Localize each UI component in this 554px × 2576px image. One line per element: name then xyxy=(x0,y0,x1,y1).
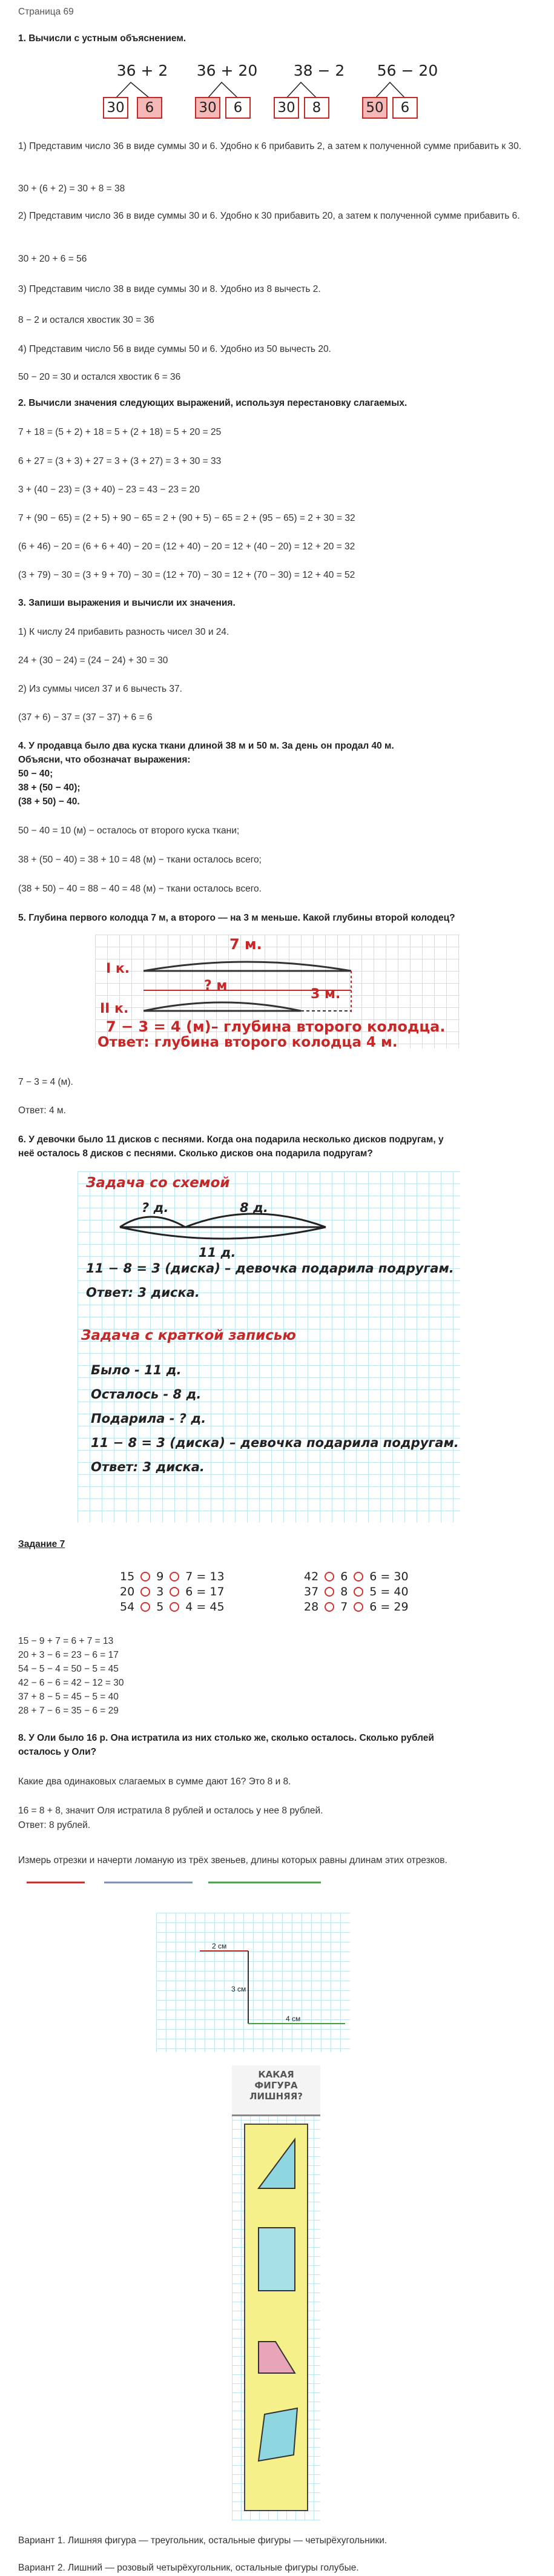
disks-scheme xyxy=(77,1171,460,1268)
text-line: Вариант 2. Лишний — розовый четырёхугольник, остальные фигуры голубые. xyxy=(18,2563,359,2573)
num: 8 xyxy=(340,1585,348,1598)
num: 28 xyxy=(304,1600,319,1614)
scheme-label: ? д. xyxy=(142,1200,169,1215)
task1-heading: 1. Вычисли с устным объяснением. xyxy=(18,33,186,44)
task4-heading: 50 − 40; xyxy=(18,769,53,779)
num: 6 xyxy=(340,1570,348,1583)
poster-line: ЛИШНЯЯ? xyxy=(249,2091,303,2102)
sign-circle[interactable] xyxy=(354,1602,363,1612)
text-line: 30 + 20 + 6 = 56 xyxy=(18,254,87,264)
poster-title xyxy=(232,2065,320,2116)
num: 37 xyxy=(304,1585,319,1598)
num: 54 xyxy=(120,1600,135,1614)
equation-row xyxy=(304,1585,409,1598)
part-box: 6 xyxy=(137,97,162,119)
expr: 38 − 2 xyxy=(293,62,345,79)
length-label: ? м xyxy=(204,978,228,993)
short-line: Ответ: 3 диска. xyxy=(91,1460,205,1474)
short-line: Осталось - 8 д. xyxy=(91,1387,202,1402)
num: 3 xyxy=(156,1585,164,1598)
task3-heading: 3. Запиши выражения и вычисли их значения. xyxy=(18,598,236,608)
expr: 36 + 2 xyxy=(116,62,168,79)
polyline-grid xyxy=(156,1913,350,2052)
equation-row xyxy=(120,1570,225,1583)
task4-heading: (38 + 50) − 40. xyxy=(18,796,80,807)
text-line: (38 + 50) − 40 = 88 − 40 = 48 (м) − ткани осталось всего. xyxy=(18,884,262,894)
num: 20 xyxy=(120,1585,135,1598)
text-line: 4) Представим число 56 в виде суммы 50 и 6. Удобно из 50 вычесть 20. xyxy=(18,344,331,354)
text-line: 6 + 27 = (3 + 3) + 27 = 3 + (3 + 27) = 3 + 30 = 33 xyxy=(18,456,222,466)
segment-label: 4 см xyxy=(286,2015,301,2023)
part-box: 30 xyxy=(195,97,220,119)
triangle xyxy=(259,2139,295,2188)
text-line: (37 + 6) − 37 = (37 − 37) + 6 = 6 xyxy=(18,712,153,723)
task6-heading: 6. У девочки было 11 дисков с песнями. Когда она подарила несколько дисков подругам, у xyxy=(18,1134,444,1145)
text-line: 7 − 3 = 4 (м). xyxy=(18,1077,73,1087)
task5-wells-diagram xyxy=(95,935,460,1048)
sign-circle[interactable] xyxy=(325,1602,334,1612)
text-line: 54 − 5 − 4 = 50 − 5 = 45 xyxy=(18,1664,119,1674)
section-title: Задача со схемой xyxy=(86,1175,230,1191)
part-box: 6 xyxy=(225,97,251,119)
answer-text: Ответ: 3 диска. xyxy=(86,1285,200,1300)
poster-line: ФИГУРА xyxy=(254,2080,298,2091)
short-line: Подарила - ? д. xyxy=(91,1411,206,1426)
task4-heading: 4. У продавца было два куска ткани длиной 38 м и 50 м. За день он продал 40 м. xyxy=(18,741,394,751)
expr: 56 − 20 xyxy=(377,62,438,79)
task5-heading: 5. Глубина первого колодца 7 м, а второго — на 3 м меньше. Какой глубины второй колодец? xyxy=(18,913,455,923)
sign-circle[interactable] xyxy=(325,1572,334,1581)
task2-heading: 2. Вычисли значения следующих выражений, используя перестановку слагаемых. xyxy=(18,398,407,408)
rectangle xyxy=(259,2228,295,2291)
answer-text: Ответ: глубина второго колодца 4 м. xyxy=(97,1035,398,1050)
equation-row xyxy=(120,1600,225,1614)
length-label: 3 м. xyxy=(311,987,341,1002)
task6-notebook-picture xyxy=(77,1171,460,1523)
task6-heading: неё осталось 8 дисков с песнями. Сколько дисков она подарила подругам? xyxy=(18,1148,373,1159)
scheme-label: 8 д. xyxy=(240,1200,268,1215)
odd-figure-poster xyxy=(232,2065,320,2521)
num: 9 xyxy=(156,1570,164,1583)
task4-heading: 38 + (50 − 40); xyxy=(18,783,81,793)
sign-circle[interactable] xyxy=(140,1587,150,1597)
text-line: 38 + (50 − 40) = 38 + 10 = 48 (м) − ткани осталось всего; xyxy=(18,855,262,865)
text-line: 50 − 40 = 10 (м) − осталось от второго куска ткани; xyxy=(18,826,240,836)
short-line: Было - 11 д. xyxy=(91,1363,182,1377)
task4-heading: Объясни, что обозначат выражения: xyxy=(18,755,191,765)
sign-circle[interactable] xyxy=(170,1572,179,1581)
num: 6 = 30 xyxy=(369,1570,409,1583)
polyline-drawing xyxy=(156,1913,350,2052)
num: 6 = 17 xyxy=(185,1585,225,1598)
page-label: Страница 69 xyxy=(18,7,74,17)
poster-board xyxy=(244,2124,308,2511)
text-line: 20 + 3 − 6 = 23 − 6 = 17 xyxy=(18,1650,119,1660)
text-line: Какие два одинаковых слагаемых в сумме дают 16? Это 8 и 8. xyxy=(18,1776,291,1787)
sign-circle[interactable] xyxy=(170,1602,179,1612)
part-box: 30 xyxy=(103,97,128,119)
num: 4 = 45 xyxy=(185,1600,225,1614)
task8-heading: осталось у Оли? xyxy=(18,1747,97,1757)
task1-decomposition-picture xyxy=(103,61,454,127)
equation-row xyxy=(304,1570,409,1583)
scheme-label: 11 д. xyxy=(199,1245,236,1260)
sign-circle[interactable] xyxy=(325,1587,334,1597)
equation-row xyxy=(120,1585,225,1598)
text-line: 3) Представим число 38 в виде суммы 30 и 8. Удобно из 8 вычесть 2. xyxy=(18,284,321,294)
sign-circle[interactable] xyxy=(140,1572,150,1581)
well-label: I к. xyxy=(106,961,130,976)
expr: 36 + 20 xyxy=(196,62,258,79)
text-line: 2) Из суммы чисел 37 и 6 вычесть 37. xyxy=(18,684,182,694)
text-line: 7 + (90 − 65) = (2 + 5) + 90 − 65 = 2 + (90 + 5) − 65 = 2 + (95 − 65) = 2 + 30 = 32 xyxy=(18,513,355,523)
segment-label: 2 см xyxy=(212,1942,227,1950)
parallelogram xyxy=(259,2408,297,2461)
sign-circle[interactable] xyxy=(354,1587,363,1597)
poster-line: КАКАЯ xyxy=(258,2069,294,2080)
text-line: 28 + 7 − 6 = 35 − 6 = 29 xyxy=(18,1706,119,1716)
text-line: 50 − 20 = 30 и остался хвостик 6 = 36 xyxy=(18,372,181,382)
text-line: (3 + 79) − 30 = (3 + 9 + 70) − 30 = (12 + 70) − 30 = 12 + (70 − 30) = 12 + 40 = 52 xyxy=(18,570,355,580)
solution-text: 11 − 8 = 3 (диска) – девочка подарила подругам. xyxy=(86,1261,454,1276)
text-line: 30 + (6 + 2) = 30 + 8 = 38 xyxy=(18,184,125,194)
text-line: (6 + 46) − 20 = (6 + 6 + 40) − 20 = (12 + 40) − 20 = 12 + (40 − 20) = 12 + 20 = 32 xyxy=(18,541,355,552)
text-line: Вариант 1. Лишняя фигура — треугольник, остальные фигуры — четырёхугольники. xyxy=(18,2535,387,2546)
task7-heading: Задание 7 xyxy=(18,1539,65,1549)
well-label: II к. xyxy=(100,1001,129,1016)
text-line: 8 − 2 и остался хвостик 30 = 36 xyxy=(18,315,154,325)
num: 5 = 40 xyxy=(369,1585,409,1598)
num: 6 = 29 xyxy=(369,1600,409,1614)
task8-heading: 8. У Оли было 16 р. Она истратила из них столько же, сколько осталось. Сколько рублей xyxy=(18,1733,434,1743)
part-box: 50 xyxy=(362,97,387,119)
sign-circle[interactable] xyxy=(140,1602,150,1612)
section-title: Задача с краткой записью xyxy=(81,1328,296,1343)
text-line: 2) Представим число 36 в виде суммы 30 и 6. Удобно к 30 прибавить 20, а затем к полученной сумме прибавить 6. xyxy=(18,211,520,221)
sign-circle[interactable] xyxy=(354,1572,363,1581)
short-line: 11 − 8 = 3 (диска) – девочка подарила подругам. xyxy=(91,1435,459,1450)
num: 7 = 13 xyxy=(185,1570,225,1583)
text-line: 37 + 8 − 5 = 45 − 5 = 40 xyxy=(18,1692,119,1702)
sign-circle[interactable] xyxy=(170,1587,179,1597)
num: 42 xyxy=(304,1570,319,1583)
text-line: 3 + (40 − 23) = (3 + 40) − 23 = 43 − 23 = 20 xyxy=(18,485,200,495)
num: 15 xyxy=(120,1570,135,1583)
pink-quadrilateral xyxy=(259,2342,295,2373)
text-line: Ответ: 8 рублей. xyxy=(18,1820,91,1830)
text-line: 16 = 8 + 8, значит Оля истратила 8 рублей и осталось у нее 8 рублей. xyxy=(18,1806,323,1816)
text-line: 1) К числу 24 прибавить разность чисел 30 и 24. xyxy=(18,627,229,637)
num: 7 xyxy=(340,1600,348,1614)
text-line: Ответ: 4 м. xyxy=(18,1105,66,1116)
num: 5 xyxy=(156,1600,164,1614)
text-line: 24 + (30 − 24) = (24 − 24) + 30 = 30 xyxy=(18,655,168,666)
text-line: 15 − 9 + 7 = 6 + 7 = 13 xyxy=(18,1636,114,1646)
reference-segments xyxy=(24,1878,327,1887)
part-box: 30 xyxy=(274,97,299,119)
segment-label: 3 см xyxy=(231,1985,246,1993)
length-label: 7 м. xyxy=(229,936,262,953)
text-line: 7 + 18 = (5 + 2) + 18 = 5 + (2 + 18) = 5 + 20 = 25 xyxy=(18,427,222,437)
text-line: 42 − 6 − 6 = 42 − 12 = 30 xyxy=(18,1678,124,1688)
equation-row xyxy=(304,1600,409,1614)
text-line: 1) Представим число 36 в виде суммы 30 и 6. Удобно к 6 прибавить 2, а затем к полученной сумме прибавить к 30. xyxy=(18,141,521,151)
part-box: 8 xyxy=(304,97,329,119)
solution-text: 7 − 3 = 4 (м)– глубина второго колодца. xyxy=(106,1018,446,1035)
task9-text: Измерь отрезки и начерти ломаную из трёх звеньев, длины которых равны длинам этих отрезков. xyxy=(18,1855,447,1866)
part-box: 6 xyxy=(392,97,418,119)
figures xyxy=(245,2125,309,2512)
